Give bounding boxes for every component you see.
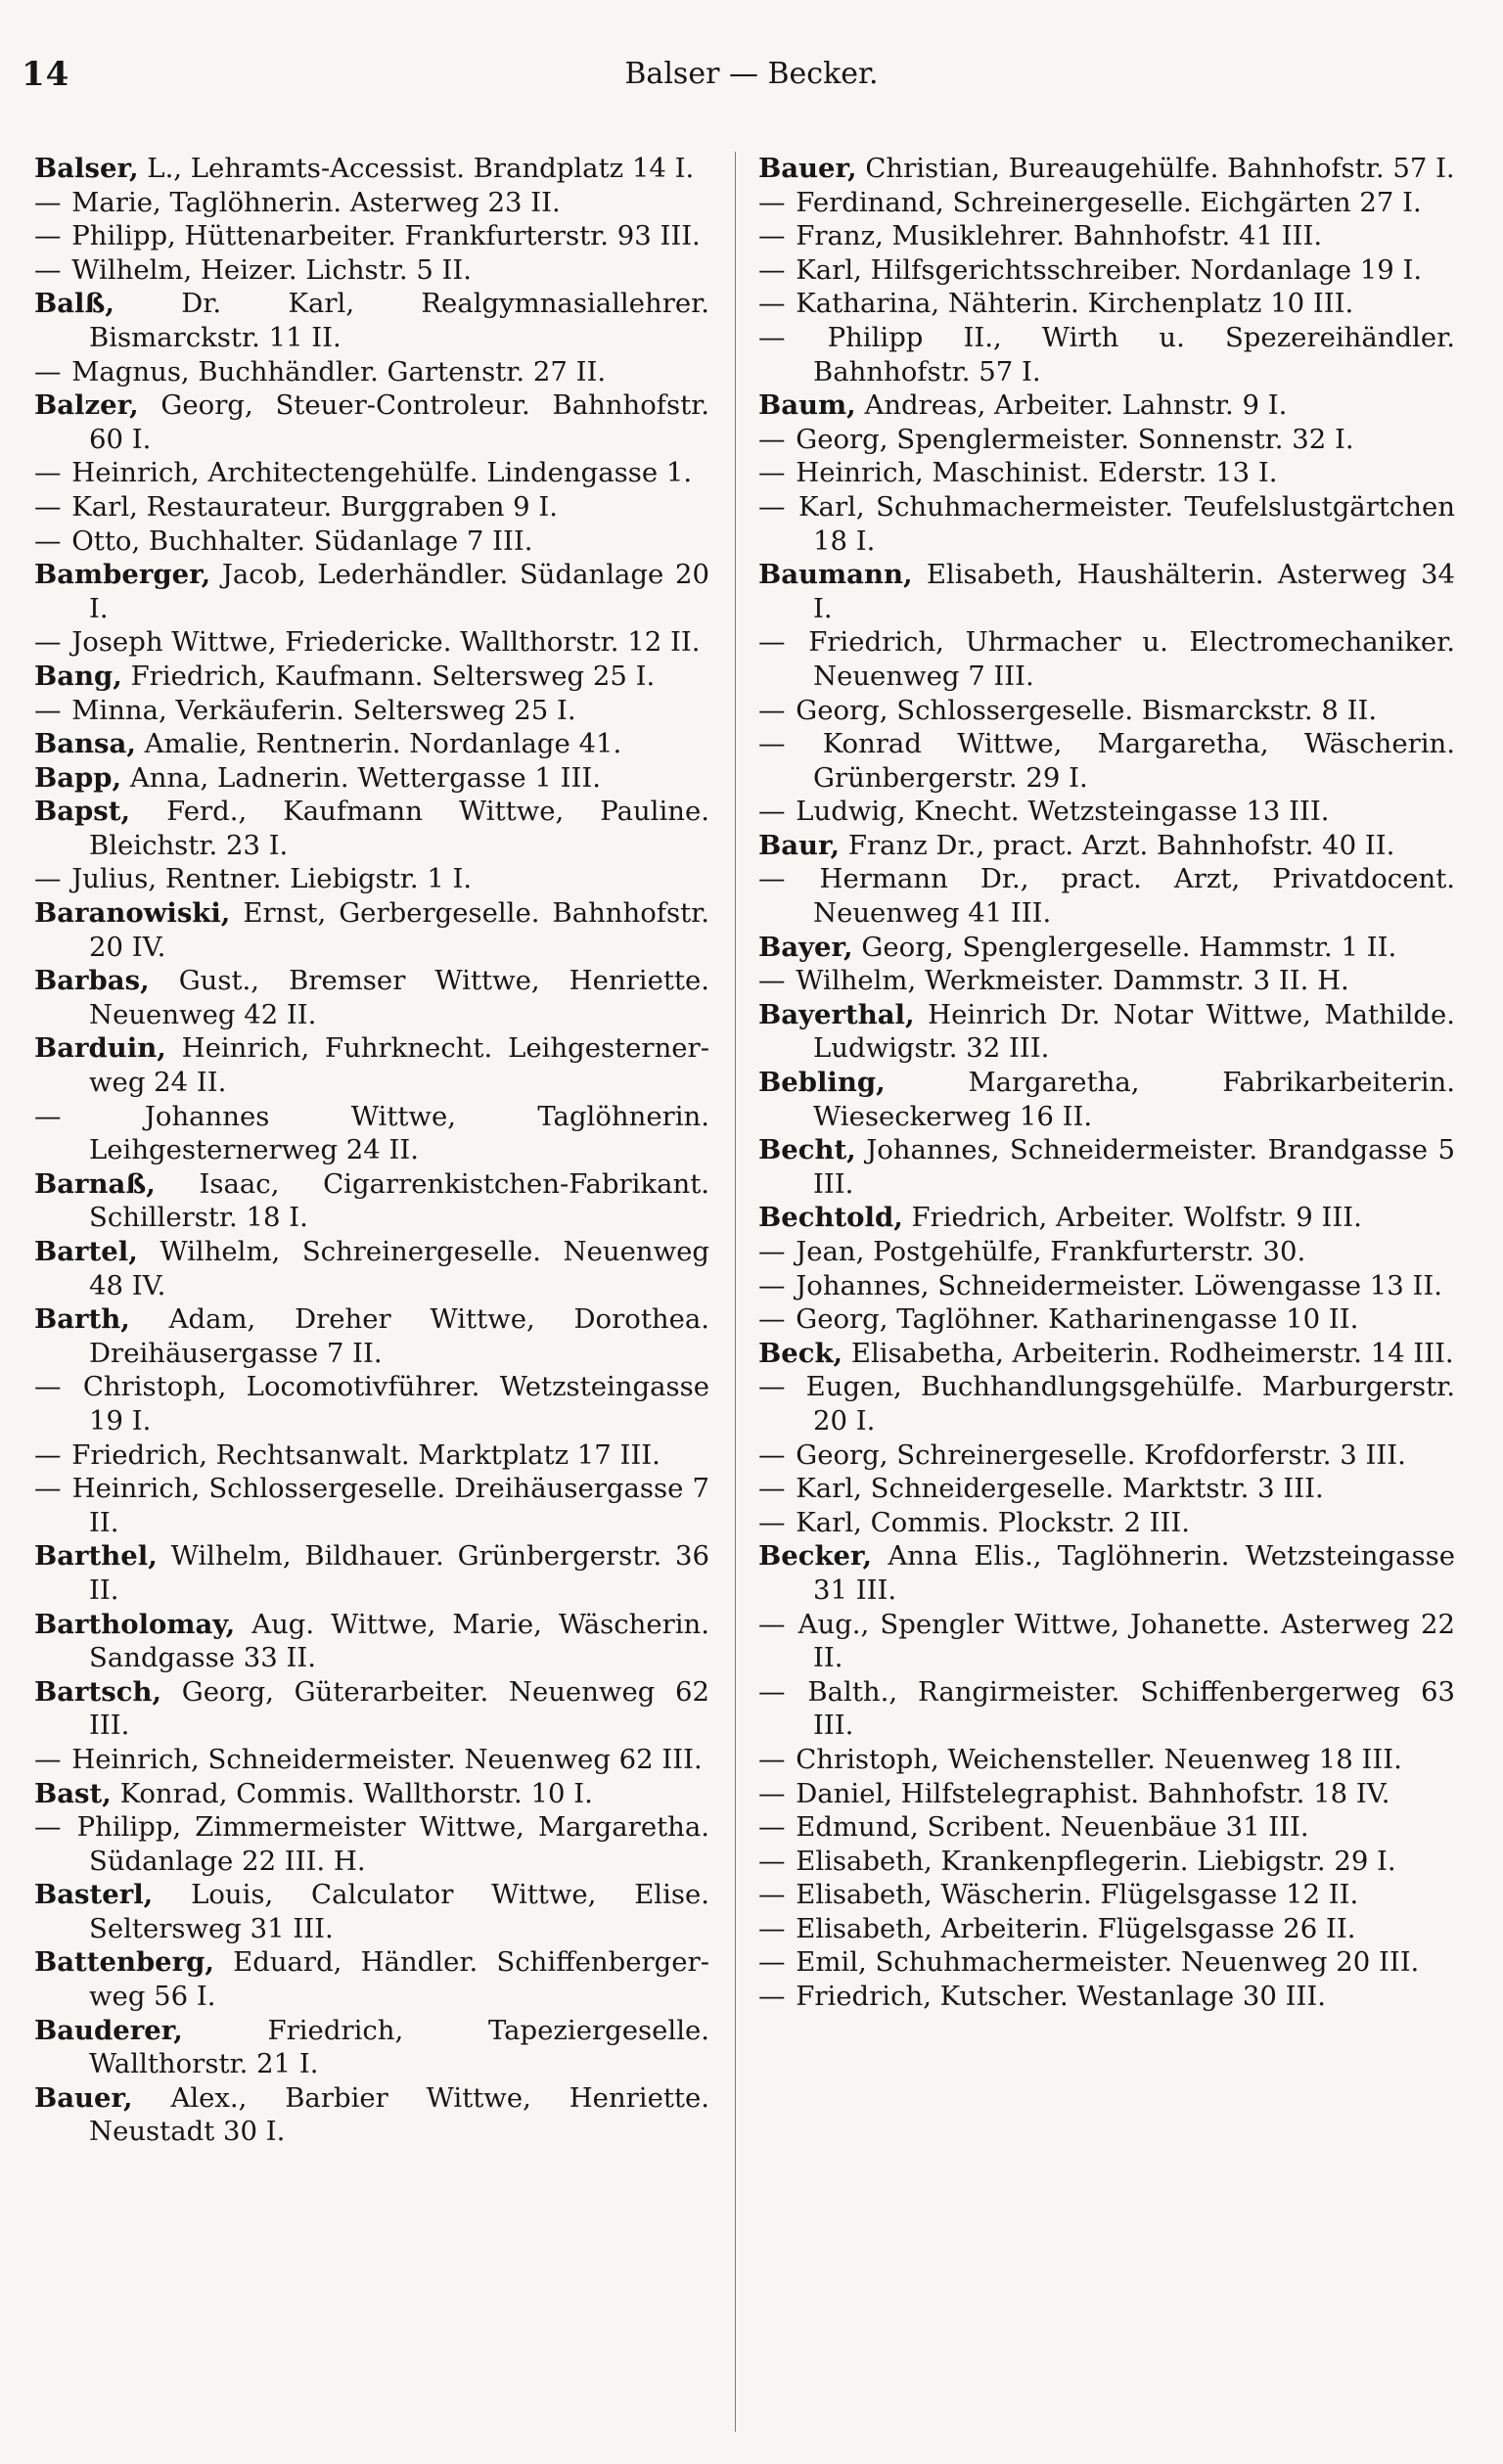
entry-surname: Bauer,	[34, 2081, 133, 2114]
entry-details: Ludwig, Knecht. Wetzsteingasse 13 III.	[787, 796, 1330, 828]
entry-details: Franz Dr., pract. Arzt. Bahnhofstr. 40 II.	[840, 829, 1395, 861]
entry-surname: Barthel,	[34, 1540, 158, 1573]
directory-entry	[34, 558, 709, 625]
entry-details: Aug. Wittwe, Marie, Wäscherin. Sandgasse 33 II.	[89, 1608, 709, 1674]
entry-details: Eduard, Händler. Schiffenberger-weg 56 I.	[89, 1946, 709, 2013]
entry-details: Heinrich, Maschinist. Ederstr. 13 I.	[787, 457, 1278, 489]
entry-dash: —	[758, 1811, 786, 1844]
entry-details: Joseph Wittwe, Friedericke. Wallthorstr. 12 II.	[63, 626, 701, 659]
entry-details: Ferd., Kaufmann Wittwe, Pauline. Bleichstr. 23 I.	[89, 796, 709, 861]
entry-details: Heinrich, Schlossergeselle. Dreihäusergasse 7 II.	[63, 1473, 709, 1538]
entry-dash: —	[758, 626, 786, 659]
entry-surname: Bechtold,	[758, 1202, 903, 1234]
entry-details: Minna, Verkäuferin. Seltersweg 25 I.	[63, 694, 576, 726]
entry-details: Georg, Steuer-Controleur. Bahnhofstr. 60 I.	[89, 389, 709, 455]
entry-details: Georg, Spenglermeister. Sonnenstr. 32 I.	[787, 423, 1354, 455]
entry-dash: —	[758, 1608, 786, 1640]
directory-entry	[34, 660, 709, 694]
entry-details: Elisabeth, Haushälterin. Asterweg 34 I.	[813, 559, 1455, 624]
directory-entry	[758, 1066, 1455, 1133]
entry-dash: —	[758, 423, 786, 455]
entry-details: Georg, Schlossergeselle. Bismarckstr. 8 II.	[787, 694, 1378, 726]
entry-details: Andreas, Arbeiter. Lahnstr. 9 I.	[855, 389, 1288, 422]
directory-entry	[34, 525, 709, 559]
entry-details: Elisabeth, Arbeiterin. Flügelsgasse 26 II.	[787, 1912, 1356, 1944]
directory-entry	[34, 1810, 709, 1878]
directory-entry	[34, 1031, 709, 1099]
entry-details: Philipp II., Wirth u. Spezereihändler. Bahnhofstr. 57 I.	[787, 321, 1455, 388]
directory-entry	[758, 1912, 1455, 1946]
directory-entry	[758, 219, 1455, 253]
entry-surname: Balzer,	[34, 389, 139, 422]
entry-details: Balth., Rangirmeister. Schiffenbergerweg 63 III.	[787, 1675, 1455, 1742]
directory-column-left	[34, 152, 709, 2149]
entry-dash: —	[34, 355, 62, 388]
directory-entry	[758, 186, 1455, 220]
entry-surname: Basterl,	[34, 1879, 154, 1911]
entry-surname: Bapp,	[34, 761, 122, 794]
entry-details: Karl, Schuhmachermeister. Teufelslustgärtchen 18 I.	[787, 490, 1455, 557]
directory-entry	[34, 896, 709, 964]
entry-details: Georg, Güterarbeiter. Neuenweg 62 III.	[89, 1675, 709, 1742]
entry-dash: —	[34, 525, 62, 557]
directory-entry	[34, 795, 709, 862]
entry-details: Wilhelm, Bildhauer. Grünbergerstr. 36 II.	[89, 1540, 709, 1606]
entry-surname: Beck,	[758, 1337, 843, 1369]
entry-surname: Bebling,	[758, 1067, 886, 1099]
entry-details: Karl, Hilfsgerichtsschreiber. Nordanlage 19 I.	[787, 253, 1423, 286]
directory-entry	[34, 355, 709, 389]
entry-dash: —	[758, 186, 786, 218]
directory-entry	[34, 964, 709, 1031]
entry-details: Elisabetha, Arbeiterin. Rodheimerstr. 14 III.	[843, 1337, 1454, 1369]
entry-surname: Bang,	[34, 660, 122, 692]
directory-entry	[758, 1302, 1455, 1337]
entry-details: Isaac, Cigarrenkistchen-Fabrikant. Schillerstr. 18 I.	[89, 1167, 709, 1234]
entry-details: Konrad Wittwe, Margaretha, Wäscherin. Grünbergerstr. 29 I.	[787, 728, 1455, 794]
directory-entry	[34, 253, 709, 288]
page-header	[0, 47, 1503, 106]
entry-surname: Barnaß,	[34, 1167, 156, 1200]
directory-entry	[758, 625, 1455, 693]
directory-entry	[34, 761, 709, 796]
directory-entry	[758, 456, 1455, 490]
entry-details: Dr. Karl, Realgymnasiallehrer. Bismarckstr. 11 II.	[89, 288, 709, 353]
entry-details: Emil, Schuhmachermeister. Neuenweg 20 III.	[787, 1946, 1420, 1979]
entry-details: Friedrich, Rechtsanwalt. Marktplatz 17 III.	[63, 1438, 660, 1471]
entry-dash: —	[758, 1269, 786, 1301]
entry-details: Gust., Bremser Wittwe, Henriette. Neuenweg 42 II.	[89, 965, 709, 1030]
entry-details: Eugen, Buchhandlungsgehülfe. Marburgerstr. 20 I.	[787, 1371, 1455, 1437]
directory-entry	[758, 1945, 1455, 1980]
entry-details: Jacob, Lederhändler. Südanlage 20 I.	[89, 559, 709, 624]
directory-entry	[758, 1608, 1455, 1675]
entry-dash: —	[34, 1371, 62, 1403]
directory-entry	[34, 186, 709, 220]
entry-dash: —	[34, 253, 62, 286]
directory-entry	[758, 1980, 1455, 2014]
entry-details: Konrad, Commis. Wallthorstr. 10 I.	[111, 1777, 593, 1809]
directory-entry	[758, 287, 1455, 321]
entry-surname: Baranowiski,	[34, 897, 231, 930]
entry-details: Friedrich, Kutscher. Westanlage 30 III.	[787, 1981, 1326, 2013]
entry-dash: —	[34, 457, 62, 489]
entry-details: Elisabeth, Krankenpflegerin. Liebigstr. 29 I.	[787, 1845, 1396, 1877]
entry-details: L., Lehramts-Accessist. Brandplatz 14 I.	[138, 153, 695, 184]
entry-details: Alex., Barbier Wittwe, Henriette. Neustadt 30 I.	[89, 2081, 709, 2148]
directory-entry	[758, 795, 1455, 829]
entry-details: Jean, Postgehülfe, Frankfurterstr. 30.	[787, 1236, 1306, 1267]
entry-details: Franz, Musiklehrer. Bahnhofstr. 41 III.	[787, 220, 1323, 252]
entry-surname: Baur,	[758, 829, 841, 861]
entry-dash: —	[758, 796, 786, 828]
entry-details: Daniel, Hilfstelegraphist. Bahnhofstr. 18 IV.	[787, 1777, 1390, 1809]
entry-dash: —	[758, 863, 786, 895]
directory-entry	[758, 321, 1455, 388]
entry-dash: —	[34, 1438, 62, 1471]
directory-entry	[758, 1133, 1455, 1201]
directory-entry	[758, 1845, 1455, 1879]
column-divider	[735, 152, 736, 2432]
entry-surname: Bartholomay,	[34, 1608, 236, 1640]
directory-entry	[758, 1810, 1455, 1845]
entry-dash: —	[34, 1743, 62, 1775]
directory-entry	[758, 1675, 1455, 1743]
entry-details: Christoph, Locomotivführer. Wetzsteingasse 19 I.	[63, 1371, 709, 1437]
directory-entry	[34, 727, 709, 761]
entry-details: Heinrich, Architectengehülfe. Lindengasse 1.	[63, 457, 693, 489]
entry-details: Friedrich, Tapeziergeselle. Wallthorstr. 21 I.	[89, 2014, 709, 2080]
entry-surname: Bartsch,	[34, 1675, 162, 1708]
entry-surname: Bapst,	[34, 796, 131, 828]
directory-entry	[34, 1675, 709, 1743]
entry-surname: Barbas,	[34, 965, 150, 997]
entry-surname: Battenberg,	[34, 1946, 214, 1979]
entry-dash: —	[758, 1981, 786, 2013]
directory-entry	[758, 1506, 1455, 1540]
directory-entry	[758, 1201, 1455, 1235]
entry-surname: Balser,	[34, 153, 139, 184]
directory-entry	[34, 388, 709, 456]
entry-details: Friedrich, Arbeiter. Wolfstr. 9 III.	[902, 1202, 1362, 1234]
entry-dash: —	[34, 1811, 62, 1844]
entry-surname: Bayerthal,	[758, 998, 915, 1030]
entry-details: Wilhelm, Schreinergeselle. Neuenweg 48 IV.	[89, 1236, 709, 1301]
entry-dash: —	[758, 1743, 786, 1775]
entry-dash: —	[758, 728, 786, 760]
entry-details: Wilhelm, Werkmeister. Dammstr. 3 II. H.	[787, 965, 1349, 997]
entry-dash: —	[758, 1438, 786, 1471]
entry-dash: —	[758, 1879, 786, 1911]
entry-dash: —	[34, 1100, 62, 1132]
entry-dash: —	[34, 1473, 62, 1505]
entry-details: Ernst, Gerbergeselle. Bahnhofstr. 20 IV.	[89, 897, 709, 963]
entry-details: Julius, Rentner. Liebigstr. 1 I.	[63, 863, 473, 895]
entry-details: Karl, Restaurateur. Burggraben 9 I.	[63, 490, 559, 523]
entry-surname: Bamberger,	[34, 559, 211, 591]
entry-dash: —	[758, 288, 786, 320]
entry-details: Aug., Spengler Wittwe, Johanette. Asterweg 22 II.	[787, 1608, 1455, 1674]
directory-entry	[34, 1438, 709, 1473]
entry-dash: —	[758, 1675, 786, 1708]
entry-surname: Bansa,	[34, 728, 136, 760]
entry-details: Karl, Schneidergeselle. Marktstr. 3 III.	[787, 1473, 1324, 1505]
entry-details: Georg, Taglöhner. Katharinengasse 10 II.	[787, 1303, 1359, 1336]
entry-details: Karl, Commis. Plockstr. 2 III.	[787, 1506, 1191, 1538]
entry-details: Ferdinand, Schreinergeselle. Eichgärten 27 I.	[787, 186, 1422, 218]
entry-dash: —	[758, 253, 786, 286]
entry-details: Hermann Dr., pract. Arzt, Privatdocent. Neuenweg 41 III.	[787, 863, 1455, 930]
entry-details: Friedrich, Kaufmann. Seltersweg 25 I.	[121, 660, 656, 692]
directory-entry	[758, 1438, 1455, 1473]
directory-entry	[758, 1235, 1455, 1269]
directory-entry	[758, 1269, 1455, 1303]
directory-entry	[758, 829, 1455, 863]
directory-entry	[34, 456, 709, 490]
entry-surname: Becht,	[758, 1134, 856, 1166]
directory-entry	[758, 1370, 1455, 1437]
page-number: 14	[22, 55, 70, 94]
directory-entry	[758, 1337, 1455, 1371]
directory-entry	[34, 1945, 709, 2013]
entry-surname: Bartel,	[34, 1236, 138, 1267]
directory-entry	[758, 152, 1455, 186]
running-head: Balser — Becker.	[624, 57, 879, 91]
entry-details: Anna, Ladnerin. Wettergasse 1 III.	[121, 761, 602, 794]
entry-dash: —	[758, 321, 786, 353]
entry-dash: —	[34, 220, 62, 252]
directory-entry	[34, 2081, 709, 2149]
entry-details: Margaretha, Fabrikarbeiterin. Wieseckerweg 16 II.	[813, 1067, 1455, 1132]
entry-details: Elisabeth, Wäscherin. Flügelsgasse 12 II.	[787, 1879, 1359, 1911]
entry-details: Adam, Dreher Wittwe, Dorothea. Dreihäusergasse 7 II.	[89, 1303, 709, 1369]
entry-details: Otto, Buchhalter. Südanlage 7 III.	[63, 525, 533, 557]
entry-details: Edmund, Scribent. Neuenbäue 31 III.	[787, 1811, 1309, 1844]
directory-entry	[758, 490, 1455, 558]
directory-entry	[758, 423, 1455, 457]
directory-entry	[758, 1472, 1455, 1506]
entry-dash: —	[34, 863, 62, 895]
entry-dash: —	[34, 694, 62, 726]
entry-surname: Bayer,	[758, 931, 853, 963]
entry-dash: —	[758, 965, 786, 997]
directory-entry	[758, 1539, 1455, 1607]
directory-entry	[34, 2014, 709, 2081]
entry-details: Johannes, Schneidermeister. Löwengasse 13 II.	[787, 1269, 1442, 1301]
directory-entry	[34, 1743, 709, 1777]
directory-entry	[758, 694, 1455, 728]
entry-details: Johannes, Schneidermeister. Brandgasse 5 III.	[813, 1134, 1455, 1200]
entry-dash: —	[758, 1473, 786, 1505]
entry-details: Georg, Spenglergeselle. Hammstr. 1 II.	[852, 931, 1397, 963]
entry-details: Heinrich, Fuhrknecht. Leihgesterner-weg 24 II.	[89, 1032, 709, 1099]
directory-entry	[758, 998, 1455, 1066]
entry-dash: —	[758, 1371, 786, 1403]
entry-dash: —	[758, 220, 786, 252]
directory-entry	[34, 1539, 709, 1607]
directory-entry	[34, 862, 709, 896]
entry-surname: Barth,	[34, 1303, 130, 1336]
entry-details: Christoph, Weichensteller. Neuenweg 18 III.	[787, 1743, 1402, 1775]
entry-dash: —	[758, 1912, 786, 1944]
directory-entry	[758, 558, 1455, 625]
directory-entry	[34, 1302, 709, 1370]
entry-surname: Bast,	[34, 1777, 112, 1809]
directory-entry	[758, 964, 1455, 998]
entry-dash: —	[758, 1236, 786, 1267]
entry-details: Anna Elis., Taglöhnerin. Wetzsteingasse 31 III.	[813, 1540, 1455, 1606]
directory-entry	[34, 1878, 709, 1945]
directory-entry	[758, 1743, 1455, 1777]
entry-details: Marie, Taglöhnerin. Asterweg 23 II.	[63, 186, 561, 218]
entry-dash: —	[758, 1303, 786, 1336]
entry-dash: —	[34, 186, 62, 218]
entry-details: Johannes Wittwe, Taglöhnerin. Leihgesternerweg 24 II.	[63, 1100, 709, 1166]
directory-entry	[34, 490, 709, 525]
entry-details: Heinrich, Schneidermeister. Neuenweg 62 III.	[63, 1743, 703, 1775]
directory-column-right	[758, 152, 1455, 2014]
entry-dash: —	[758, 1946, 786, 1979]
directory-entry	[34, 1777, 709, 1811]
entry-dash: —	[34, 626, 62, 659]
directory-entry	[34, 1608, 709, 1675]
entry-details: Philipp, Zimmermeister Wittwe, Margaretha. Südanlage 22 III. H.	[63, 1811, 709, 1877]
directory-entry	[758, 253, 1455, 288]
entry-dash: —	[758, 1845, 786, 1877]
directory-entry	[34, 287, 709, 354]
entry-details: Philipp, Hüttenarbeiter. Frankfurterstr. 93 III.	[63, 220, 701, 252]
directory-entry	[34, 1472, 709, 1539]
directory-entry	[34, 219, 709, 253]
entry-dash: —	[758, 490, 786, 523]
entry-details: Friedrich, Uhrmacher u. Electromechaniker. Neuenweg 7 III.	[787, 626, 1455, 692]
directory-entry	[758, 862, 1455, 930]
entry-dash: —	[758, 1777, 786, 1809]
entry-details: Amalie, Rentnerin. Nordanlage 41.	[135, 728, 622, 760]
directory-entry	[34, 152, 709, 186]
entry-surname: Becker,	[758, 1540, 873, 1573]
entry-dash: —	[758, 457, 786, 489]
directory-entry	[34, 1100, 709, 1167]
directory-entry	[34, 1167, 709, 1235]
entry-dash: —	[758, 694, 786, 726]
entry-details: Georg, Schreinergeselle. Krofdorferstr. 3 III.	[787, 1438, 1406, 1471]
entry-dash: —	[34, 490, 62, 523]
directory-entry	[758, 388, 1455, 423]
entry-surname: Baum,	[758, 389, 856, 422]
directory-entry	[34, 625, 709, 660]
directory-entry	[758, 931, 1455, 965]
directory-entry	[758, 727, 1455, 795]
entry-details: Katharina, Nähterin. Kirchenplatz 10 III.	[787, 288, 1354, 320]
entry-details: Heinrich Dr. Notar Wittwe, Mathilde. Ludwigstr. 32 III.	[813, 998, 1455, 1065]
entry-details: Magnus, Buchhändler. Gartenstr. 27 II.	[63, 355, 607, 388]
directory-entry	[34, 694, 709, 728]
entry-surname: Baumann,	[758, 559, 913, 591]
entry-details: Louis, Calculator Wittwe, Elise. Seltersweg 31 III.	[89, 1879, 709, 1944]
entry-surname: Bauer,	[758, 153, 857, 184]
entry-surname: Barduin,	[34, 1032, 166, 1065]
directory-entry	[758, 1777, 1455, 1811]
entry-details: Wilhelm, Heizer. Lichstr. 5 II.	[63, 253, 473, 286]
entry-details: Christian, Bureaugehülfe. Bahnhofstr. 57 I.	[856, 153, 1455, 184]
entry-surname: Balß,	[34, 288, 114, 320]
directory-entry	[34, 1370, 709, 1437]
entry-surname: Bauderer,	[34, 2014, 183, 2046]
directory-entry	[34, 1235, 709, 1302]
directory-entry	[758, 1878, 1455, 1912]
entry-dash: —	[758, 1506, 786, 1538]
